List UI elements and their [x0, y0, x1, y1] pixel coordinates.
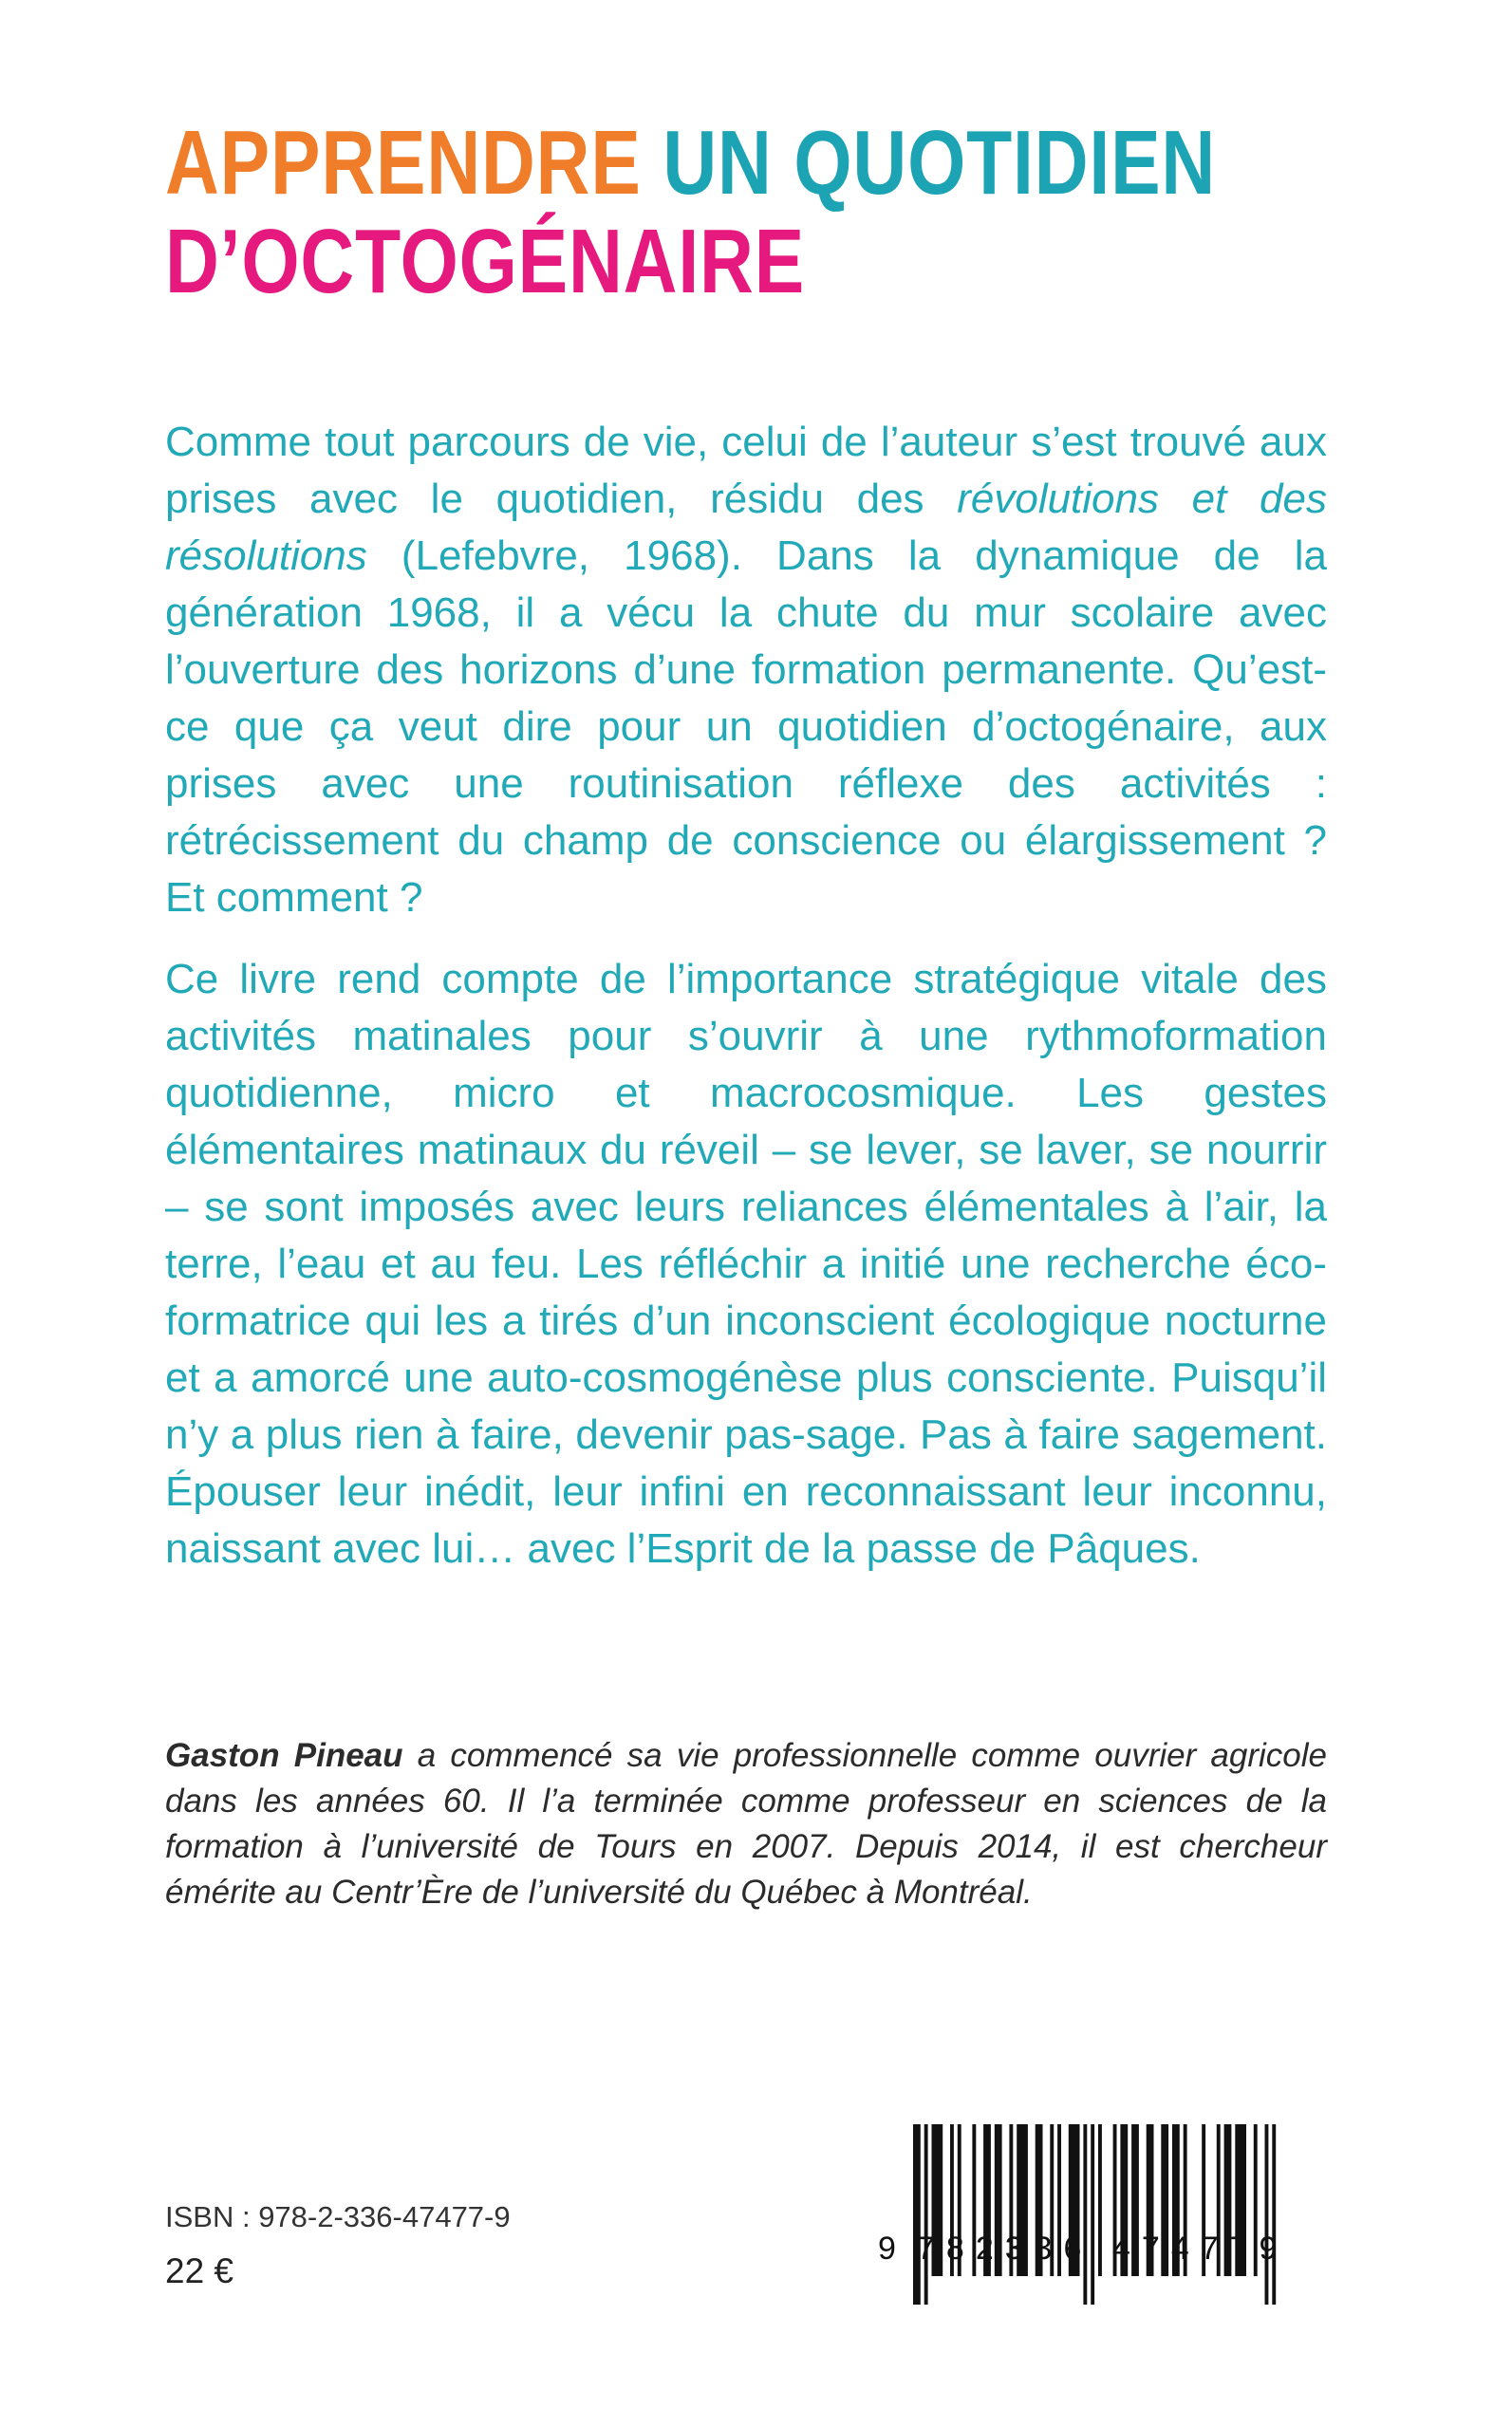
- author-bio: [165, 1733, 1327, 1915]
- author-bio-text: a commencé sa vie professionnelle comme ouvrier agricole dans les années 60. Il l’a terminée comme professeur en sciences de la formation à l’université de Tours en 2007. Depuis 2014, il est chercheur émérite au Centr’Ère de l’université du Québec à Montréal.: [165, 1737, 1327, 1911]
- blurb-paragraph-2: Ce livre rend compte de l’importance stratégique vitale des activités matinales pour s’ouvrir à une rythmoformation quotidienne, micro et macrocosmique. Les gestes élémentaires matinaux du réveil – se lever, se laver, se nourrir – se sont imposés avec leurs reliances élémentales à l’air, la terre, l’eau et au feu. Les réfléchir a initié une recherche éco-formatrice qui les a tirés d’un inconscient écologique nocturne et a amorcé une auto-cosmogénèse plus consciente. Puisqu’il n’y a plus rien à faire, devenir pas-sage. Pas à faire sagement. Épouser leur inédit, leur infini en reconnaissant leur inconnu, naissant avec lui… avec l’Esprit de la passe de Pâques.: [165, 956, 1327, 1572]
- title-word-apprendre: APPRENDRE: [165, 112, 642, 214]
- barcode-digits: [0, 2231, 1512, 2288]
- barcode-group-2: 474779: [1112, 2231, 1289, 2267]
- blurb-paragraph-1: [165, 414, 1327, 926]
- blurb-p1-italic: révolutions et des résolutions: [165, 476, 1327, 579]
- isbn-label: ISBN : 978-2-336-47477-9: [165, 2200, 511, 2233]
- price-label: 22 €: [165, 2251, 234, 2290]
- book-title: [165, 114, 1216, 311]
- title-word-quotidien: UN QUOTIDIEN: [663, 112, 1217, 214]
- blurb-p1-start: Comme tout parcours de vie, celui de l’auteur s’est trouvé aux prises avec le quotidien, résidu des: [165, 419, 1327, 522]
- barcode-first-digit: 9: [878, 2231, 896, 2267]
- barcode-group-1: 782336: [917, 2231, 1093, 2267]
- author-name: Gaston Pineau: [165, 1737, 403, 1774]
- title-line-octogenaire: D’OCTOGÉNAIRE: [165, 211, 806, 312]
- blurb-p1-end: (Lefebvre, 1968). Dans la dynamique de la génération 1968, il a vécu la chute du mur scolaire avec l’ouverture des horizons d’une formation permanente. Qu’est-ce que ça veut dire pour un quotidien d’octogénaire, aux prises avec une routinisation réflexe des activités : rétrécissement du champ de conscience ou élargissement ? Et comment ?: [165, 532, 1327, 921]
